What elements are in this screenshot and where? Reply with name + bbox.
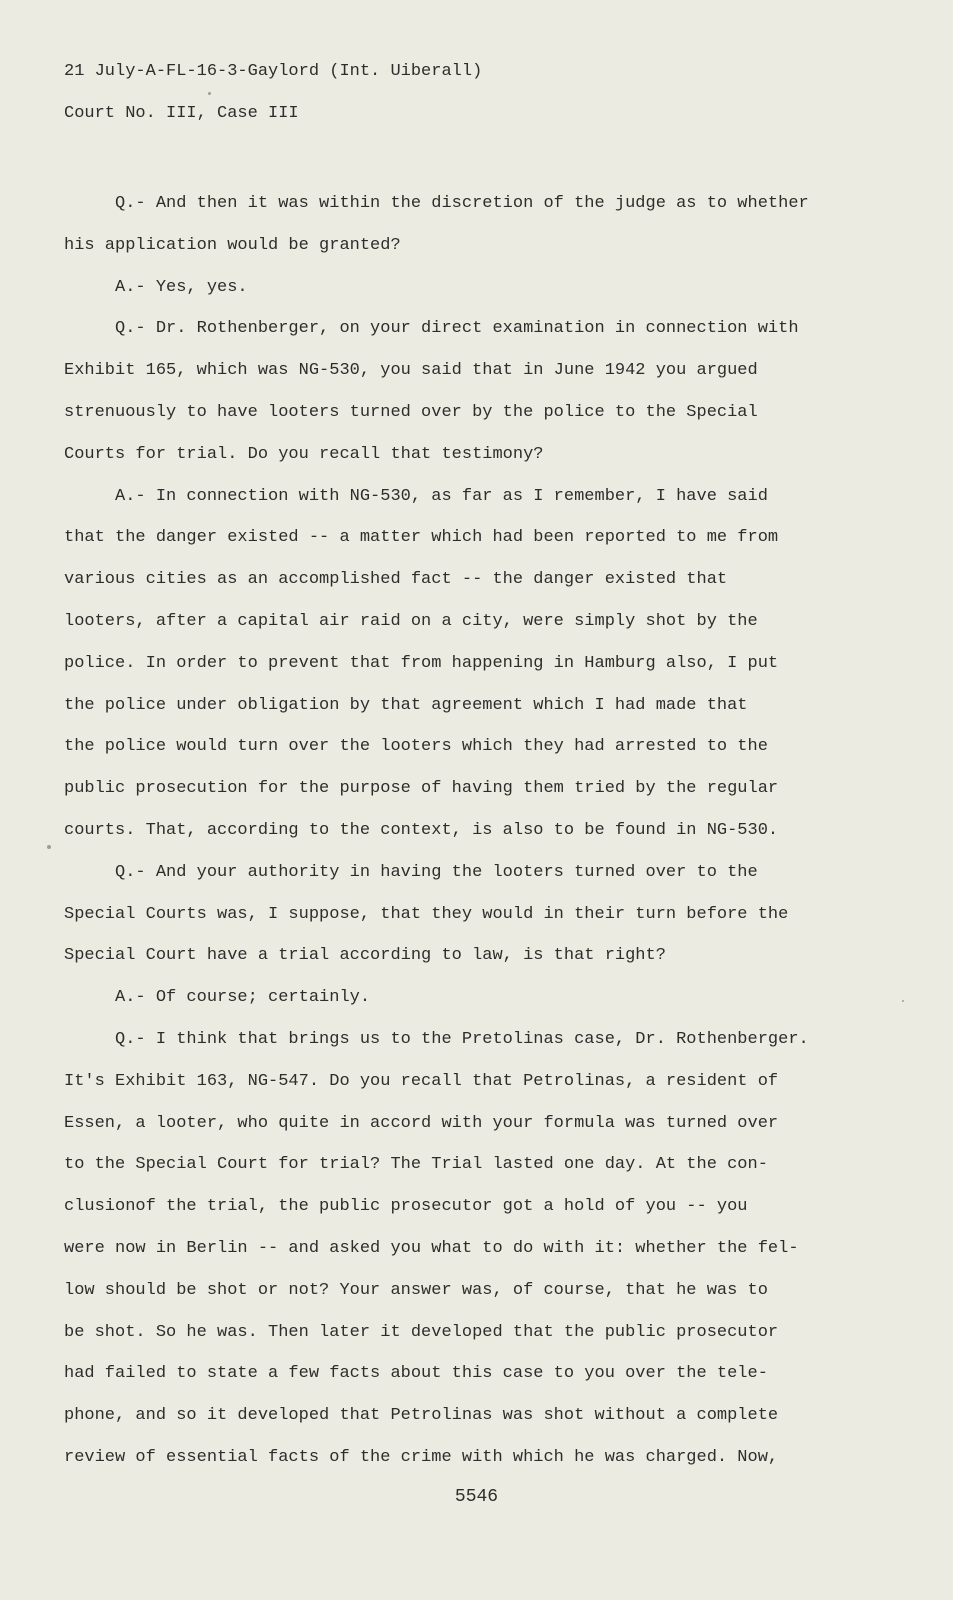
transcript-line: Q.- Dr. Rothenberger, on your direct examination in connection with bbox=[64, 319, 799, 339]
transcript-line: A.- Yes, yes. bbox=[64, 277, 248, 297]
transcript-line: Courts for trial. Do you recall that testimony? bbox=[64, 444, 544, 464]
transcript-line: strenuously to have looters turned over by the police to the Special bbox=[64, 402, 758, 422]
page-number: 5546 bbox=[454, 1487, 499, 1507]
transcript-line: public prosecution for the purpose of having them tried by the regular bbox=[64, 779, 779, 799]
transcript-line: Special Courts was, I suppose, that they would in their turn before the bbox=[64, 904, 789, 924]
document-header-line-1: 21 July-A-FL-16-3-Gaylord (Int. Uiberall) bbox=[64, 62, 483, 81]
transcript-line: Special Court have a trial according to law, is that right? bbox=[64, 946, 666, 966]
transcript-line: Q.- And then it was within the discretion of the judge as to whether bbox=[64, 194, 809, 213]
transcript-body bbox=[64, 183, 854, 1479]
transcript-line: courts. That, according to the context, is also to be found in NG-530. bbox=[64, 820, 779, 840]
transcript-line: the police would turn over the looters which they had arrested to the bbox=[64, 737, 768, 757]
transcript-line: review of essential facts of the crime with which he was charged. Now, bbox=[64, 1447, 779, 1467]
document-header-line-2: Court No. III, Case III bbox=[64, 104, 299, 123]
transcript-line: A.- Of course; certainly. bbox=[64, 988, 371, 1008]
transcript-line: his application would be granted? bbox=[64, 235, 401, 255]
transcript-line: clusionof the trial, the public prosecutor got a hold of you -- you bbox=[64, 1197, 748, 1217]
transcript-line: to the Special Court for trial? The Trial lasted one day. At the con- bbox=[64, 1155, 768, 1175]
transcript-line: Q.- And your authority in having the looters turned over to the bbox=[64, 862, 758, 882]
transcript-line: police. In order to prevent that from happening in Hamburg also, I put bbox=[64, 653, 779, 673]
transcript-line: had failed to state a few facts about this case to you over the tele- bbox=[64, 1364, 768, 1384]
transcript-line: the police under obligation by that agreement which I had made that bbox=[64, 695, 748, 715]
paper-speck bbox=[47, 845, 51, 849]
transcript-line: phone, and so it developed that Petrolinas was shot without a complete bbox=[64, 1406, 779, 1426]
transcript-line: were now in Berlin -- and asked you what to do with it: whether the fel- bbox=[64, 1238, 799, 1258]
transcript-line: looters, after a capital air raid on a city, were simply shot by the bbox=[64, 611, 758, 631]
transcript-line: Exhibit 165, which was NG-530, you said that in June 1942 you argued bbox=[64, 361, 758, 381]
transcript-line: Essen, a looter, who quite in accord with your formula was turned over bbox=[64, 1113, 779, 1133]
paper-speck bbox=[208, 92, 211, 95]
transcript-line: various cities as an accomplished fact -- the danger existed that bbox=[64, 570, 728, 590]
transcript-line: A.- In connection with NG-530, as far as I remember, I have said bbox=[64, 486, 768, 506]
transcript-line: Q.- I think that brings us to the Pretolinas case, Dr. Rothenberger. bbox=[64, 1029, 809, 1049]
transcript-line: that the danger existed -- a matter which had been reported to me from bbox=[64, 528, 779, 548]
transcript-line: It's Exhibit 163, NG-547. Do you recall that Petrolinas, a resident of bbox=[64, 1071, 779, 1091]
transcript-line: be shot. So he was. Then later it developed that the public prosecutor bbox=[64, 1322, 779, 1342]
transcript-line: low should be shot or not? Your answer was, of course, that he was to bbox=[64, 1280, 768, 1300]
paper-speck bbox=[902, 1000, 904, 1002]
